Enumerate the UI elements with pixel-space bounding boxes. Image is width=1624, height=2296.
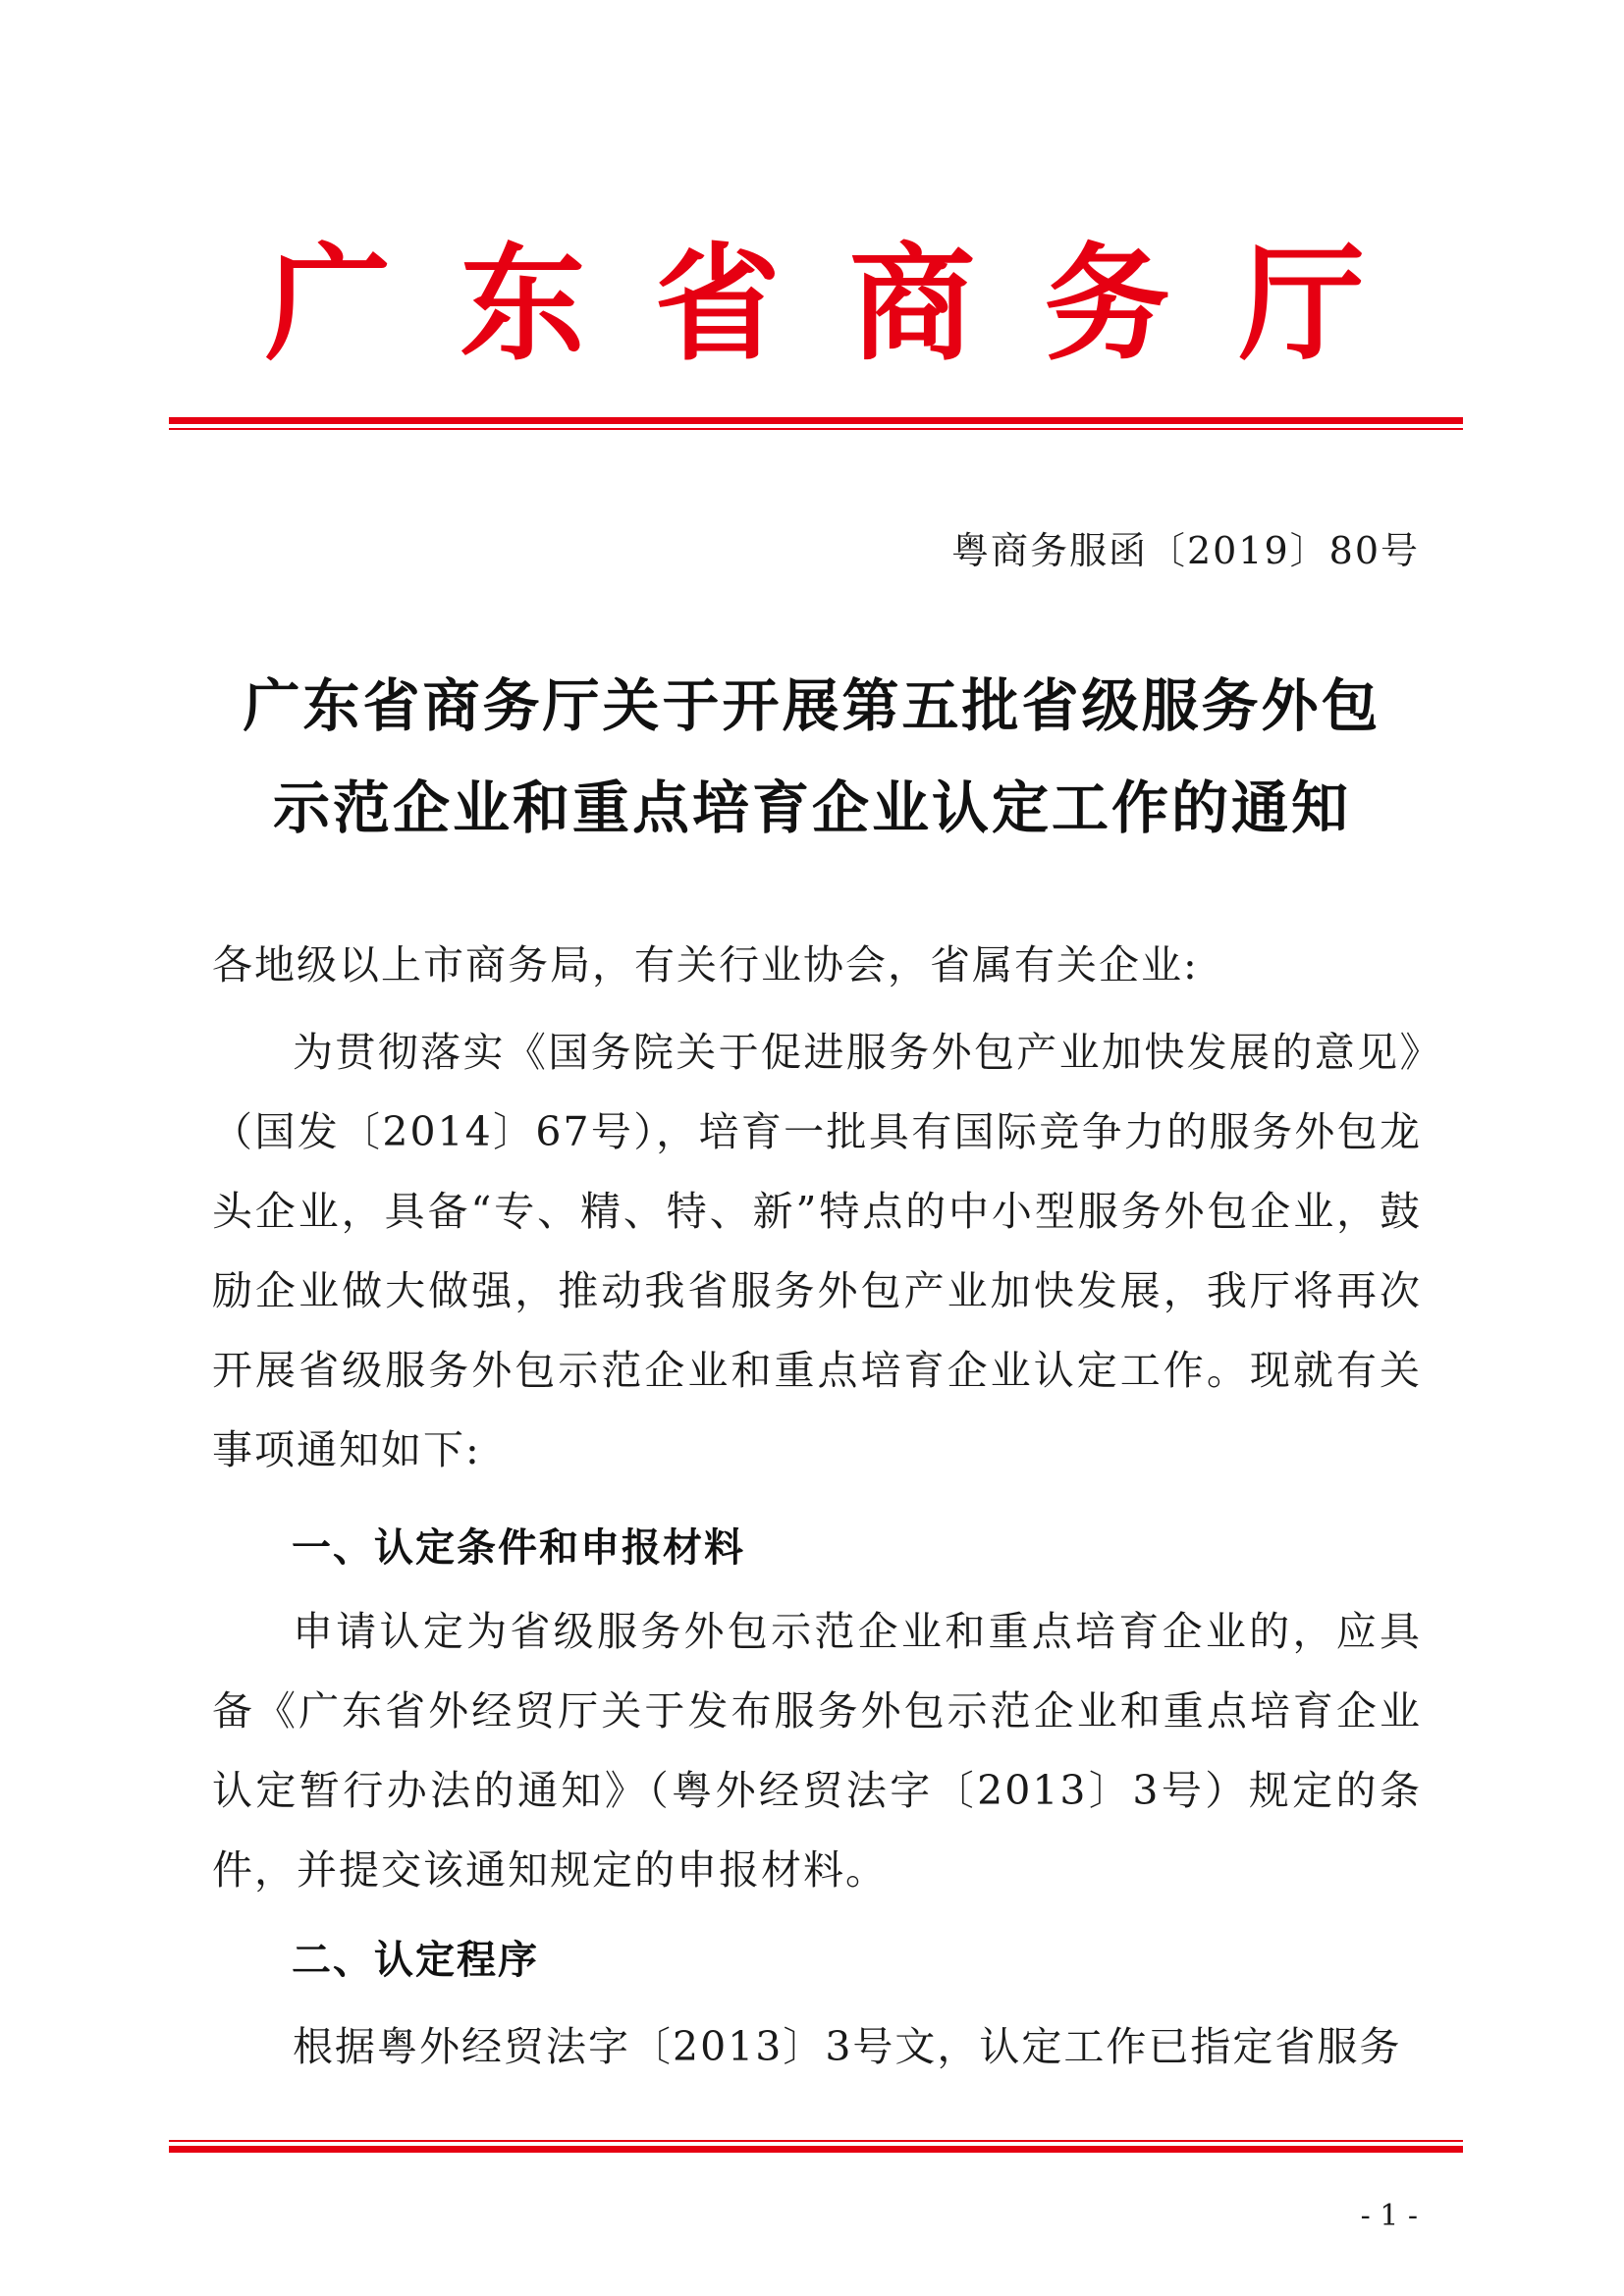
masthead-char: 务 xyxy=(1044,231,1170,378)
page-number: - 1 - xyxy=(1360,2199,1418,2233)
section-2-paragraph: 根据粤外经贸法字〔2013〕3号文，认定工作已指定省服务 xyxy=(293,2023,1402,2070)
salutation: 各地级以上市商务局，有关行业协会，省属有关企业: xyxy=(212,941,1199,988)
section-1-paragraph: 申请认定为省级服务外包示范企业和重点培育企业的，应具备《广东省外经贸厅关于发布服务外包示范企业和重点培育企业认定暂行办法的通知》（粤外经贸法字〔2013〕3号）规定的条件，并提交该通知规定的申报材料。 xyxy=(212,1608,1422,1894)
masthead-char: 厅 xyxy=(1238,231,1365,378)
top-red-divider xyxy=(169,417,1463,430)
masthead-char: 省 xyxy=(654,231,781,378)
masthead-char: 东 xyxy=(460,231,586,378)
section-1-heading: 一、认定条件和申报材料 xyxy=(292,1525,745,1571)
document-title-line-1: 广东省商务厅关于开展第五批省级服务外包 xyxy=(243,672,1381,739)
document-number: 粤商务服函〔2019〕80号 xyxy=(950,529,1420,572)
bottom-red-divider xyxy=(169,2140,1463,2153)
masthead-char: 广 xyxy=(265,231,392,378)
intro-paragraph: 为贯彻落实《国务院关于促进服务外包产业加快发展的意见》（国发〔2014〕67号），培育一批具有国际竞争力的服务外包龙头企业，具备“专、精、特、新”特点的中小型服务外包企业，鼓励企业做大做强，推动我省服务外包产业加快发展，我厅将再次开展省级服务外包示范企业和重点培育企业认定工作。现就有关事项通知如下: xyxy=(212,1029,1422,1473)
masthead-title xyxy=(265,231,1365,378)
document-title-line-2: 示范企业和重点培育企业认定工作的通知 xyxy=(272,774,1351,841)
section-2-heading: 二、认定程序 xyxy=(292,1938,539,1983)
masthead-char: 商 xyxy=(849,231,976,378)
